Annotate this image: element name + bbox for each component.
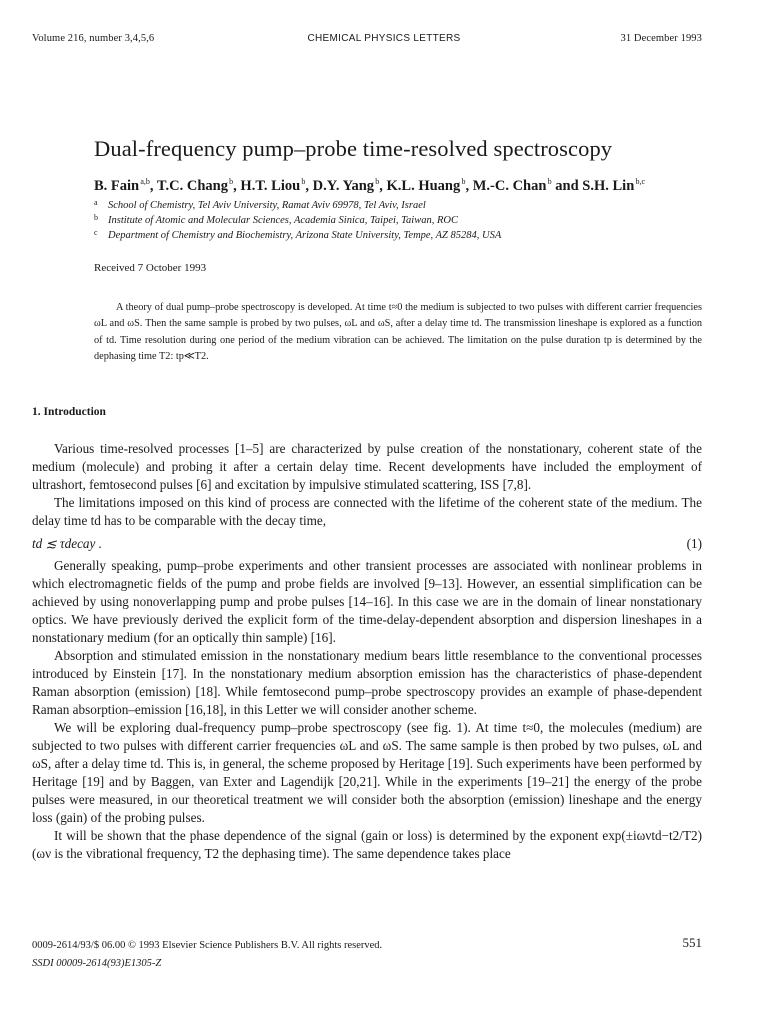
affiliation-text: School of Chemistry, Tel Aviv University, Ramat Aviv 69978, Tel Aviv, Israel [108,200,426,211]
equation [32,535,702,553]
page-number: 551 [682,935,702,950]
paragraph: Various time-resolved processes [1–5] are characterized by pulse creation of the nonstationary, coherent state of the medium (molecule) and probing it after a certain delay time. Recent developments have included the employment of ultrashort, femtosecond pulses [6] and excitation by impulsive stimulated scattering, ISS [7,8]. [32,441,702,492]
ssdi-line: SSDI 00009-2614(93)E1305-Z [32,958,162,969]
author-affiliation-mark: b [301,177,306,186]
copyright-line: 0009-2614/93/$ 06.00 © 1993 Elsevier Science Publishers B.V. All rights reserved. [32,940,383,951]
author-affiliation-mark: b [375,177,380,186]
equation-number: (1) [686,536,702,551]
article-title: Dual-frequency pump–probe time-resolved spectroscopy [94,136,613,161]
paragraph: It will be shown that the phase dependence of the signal (gain or loss) is determined by the exponent exp(±iωνtd−t2/T2) (ων is the vibrational frequency, T2 the dephasing time). The same dependence takes place [32,828,702,861]
affiliation-mark: a [94,198,98,207]
body-text [32,440,702,863]
equation-body: td ≲ τdecay . [32,536,102,551]
journal-name: CHEMICAL PHYSICS LETTERS [307,33,461,44]
author: T.C. Chang [156,177,228,194]
paragraph: We will be exploring dual-frequency pump–probe spectroscopy (see fig. 1). At time t≈0, the molecules (medium) are subjected to two pulses with different carrier frequencies ωL and ωS. The same sample is then probed by two pulses, ωL and ωS, after a delay time td. This is, in general, the scheme proposed by Heritage [19]. Such experiments have been performed by Heritage [19] and by Baggen, van Exter and Lagendijk [20,21]. While in the experiments [19–21] the energy of the probe pulses were measured, in our theoretical treatment we will consider both the absorption (emission) lineshape and the energy loss (gain) of the probing pulses. [32,720,702,825]
author: M.-C. Chan [472,177,547,194]
affiliation [94,228,501,241]
author-list: B. Fain $^{a,b}$, T.C. Chang $^b$, H.T. Liou $^b$, D.Y. Yang $^b$, K.L. Huang $^b$, M.-C. Chan $^b$ and S.H. Lin $^{b,c}$ [94,177,646,194]
section-heading: 1. Introduction [32,406,106,418]
author-affiliation-mark: b [547,177,552,186]
author: H.T. Liou [240,177,301,194]
author: S.H. Lin [582,177,635,194]
affiliation [94,213,458,226]
author: B. Fain [94,177,140,194]
affiliation-mark: b [94,213,98,222]
paragraph: Generally speaking, pump–probe experiments and other transient processes are associated with nonlinear problems in which electromagnetic fields of the pump and probe fields are involved [9–13]. However, an essential simplification can be achieved by using nonoverlapping pump and probe pulses [14–16]. In this case we are in the domain of linear nonstationary optics. We have previously derived the explicit form of the time-delay-dependent absorption and dispersion lineshapes in a nonstationary medium (for an optically thin sample) [16]. [32,558,702,645]
affiliation-text: Department of Chemistry and Biochemistry, Arizona State University, Tempe, AZ 85284, USA [108,230,502,241]
footer [32,937,382,973]
author-affiliation-mark: b [229,177,234,186]
affiliation-mark: c [94,228,98,237]
affiliation-text: Institute of Atomic and Molecular Sciences, Academia Sinica, Taipei, Taiwan, ROC [108,215,458,226]
affiliation [94,198,426,211]
paragraph: Absorption and stimulated emission in the nonstationary medium bears little resemblance to the conventional processes introduced by Einstein [17]. In the nonstationary medium absorption emission has the characteristics of phase-dependent Raman absorption (emission) [18]. While femtosecond pump–probe spectroscopy provides an example of phase-dependent Raman absorption–emission [16,18], in this Letter we will consider another scheme. [32,648,702,717]
author-affiliation-mark: b [461,177,466,186]
abstract-text: A theory of dual pump–probe spectroscopy is developed. At time t≈0 the medium is subjected to two pulses with different carrier frequencies ωL and ωS. Then the same sample is probed by two pulses, ωL and ωS, after a delay time td. The transmission lineshape is explored as a function of td. Time resolution during one period of the medium vibration can be achieved. The limitation on the pulse duration tp is determined by the dephasing time T2: tp≪T2. [94,302,702,363]
abstract [94,300,702,366]
author-affiliation-mark: b,c [635,177,646,186]
paragraph: The limitations imposed on this kind of process are connected with the lifetime of the coherent state of the medium. The delay time td has to be comparable with the decay time, [32,495,702,528]
volume-info: Volume 216, number 3,4,5,6 [32,33,155,44]
author: D.Y. Yang [312,177,375,194]
author-affiliation-mark: a,b [140,177,150,186]
issue-date: 31 December 1993 [620,33,702,44]
author: K.L. Huang [386,177,461,194]
received-date: Received 7 October 1993 [94,262,207,274]
